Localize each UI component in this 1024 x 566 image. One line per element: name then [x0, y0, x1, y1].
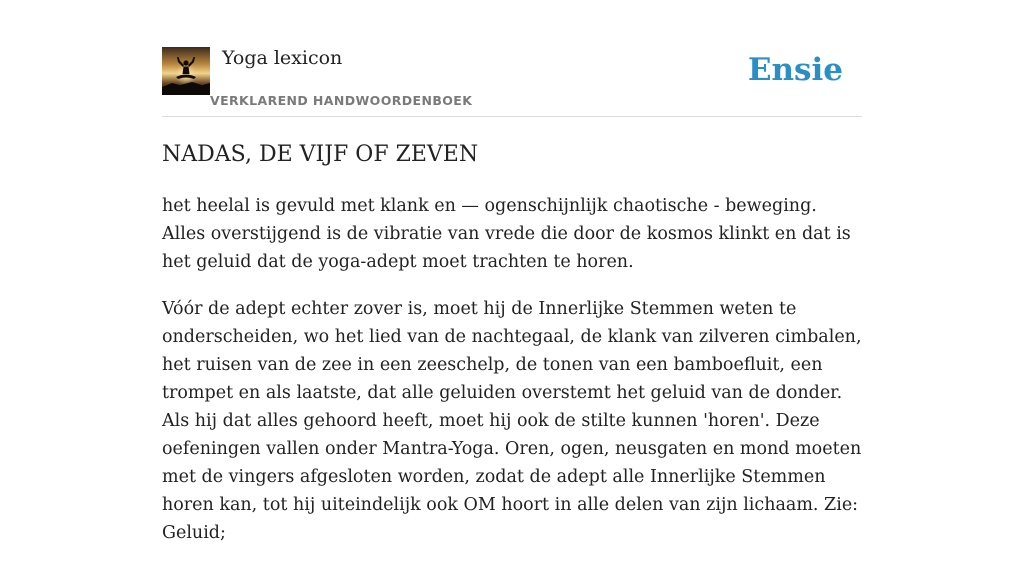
entry-paragraph: het heelal is gevuld met klank en — ogenschijnlijk chaotische - beweging. Alles overstijgend is de vibratie van vrede die door de kosmos klinkt en dat is het geluid dat de yoga-adept moet trachten te horen.: [162, 196, 851, 272]
entry-body: [162, 192, 862, 566]
ensie-logo-link[interactable]: Ensie: [747, 52, 843, 88]
entry-title: NADAS, DE VIJF OF ZEVEN: [162, 142, 479, 167]
site-header: [162, 46, 862, 117]
lexicon-subtitle: VERKLAREND HANDWOORDENBOEK: [210, 93, 473, 108]
lexicon-avatar[interactable]: [162, 47, 210, 95]
yoga-meditation-icon: [162, 47, 210, 95]
lexicon-title[interactable]: Yoga lexicon: [222, 47, 343, 69]
entry-paragraph: Vóór de adept echter zover is, moet hij de Innerlijke Stemmen weten te onderscheiden, wo het lied van de nachtegaal, de klank van zilveren cimbalen, het ruisen van de zee in een zeeschelp, de tonen van een bamboefluit, een trompet en als laatste, dat alle geluiden overstemt het geluid van de donder. Als hij dat alles gehoord heeft, moet hij ook de stilte kunnen 'horen'. Deze oefeningen vallen onder Mantra-Yoga. Oren, ogen, neusgaten en mond moeten met de vingers afgesloten worden, zodat de adept alle Innerlijke Stemmen horen kan, tot hij uiteindelijk ook OM hoort in alle delen van zijn lichaam. Zie: Geluid;: [162, 299, 862, 543]
